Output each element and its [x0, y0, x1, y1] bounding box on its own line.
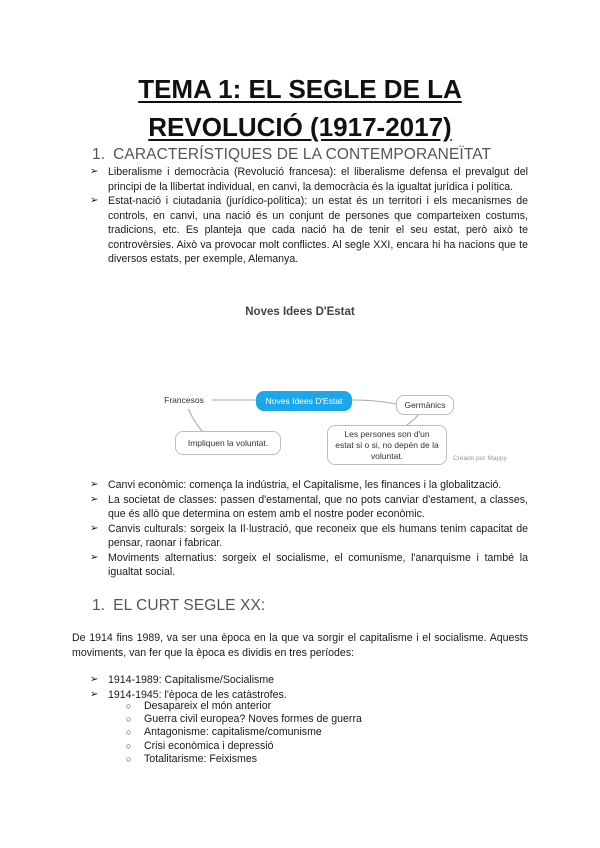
section-heading-2: 1. EL CURT SEGLE XX:	[92, 597, 266, 614]
mindmap-node-germanics: Germànics	[396, 395, 454, 415]
list-item: ➢ La societat de classes: passen d'estamental, que no pots canviar d'estament, a classes, que és allò que determina on estem amb el nostre poder econòmic.	[90, 493, 528, 520]
circle-bullet-icon: ○	[126, 714, 132, 725]
list-item: ➢ Canvi econòmic: comença la indústria, el Capitalisme, les finances i la globalització.	[90, 479, 502, 491]
circle-bullet-icon: ○	[126, 727, 132, 738]
list-item: ➢ 1914-1945: l'època de les catàstrofes.	[90, 688, 287, 701]
arrow-bullet-icon: ➢	[90, 522, 99, 534]
arrow-bullet-icon: ➢	[90, 166, 99, 177]
mindmap-node-impliquen: Impliquen la voluntat.	[175, 431, 281, 455]
paragraph: De 1914 fins 1989, va ser una època en la que va sorgir el capitalisme i el socialisme. Aquests moviments, van fer que la època es dividis en tres períodes:	[72, 632, 528, 659]
bullet-list-2	[90, 478, 528, 580]
circle-bullet-icon: ○	[126, 740, 132, 751]
arrow-bullet-icon: ➢	[90, 674, 99, 685]
mindmap-node-francesos: Francesos	[156, 391, 212, 409]
circle-bullet-icon: ○	[126, 701, 132, 711]
list-item: ○ Totalitarisme: Feixismes	[126, 752, 258, 765]
list-item: ➢ Liberalisme i democràcia (Revolució francesa): el liberalisme defensa el prevalgut del principi de la llibertat individual, en canvi, la democràcia és la igualtat jurídica i política.	[90, 166, 528, 193]
arrow-bullet-icon: ➢	[90, 493, 99, 505]
list-item: ➢ Moviments alternatius: sorgeix el socialisme, el comunisme, l'anarquisme i també la igualtat social.	[90, 551, 528, 578]
list-item: ○ Desapareix el món anterior	[126, 700, 272, 712]
list-item: ○ Crisi econòmica i depressió	[126, 739, 274, 752]
arrow-bullet-icon: ➢	[90, 195, 99, 206]
list-item: ➢ Canvis culturals: sorgeix la Il·lustració, que reconeix que els humans tenim capacitat de pensar, raonar i fabricar.	[90, 522, 528, 549]
list-item: ○ Antagonisme: capitalisme/comunisme	[126, 726, 322, 739]
sub-bullet-list	[126, 700, 362, 766]
arrow-bullet-icon: ➢	[90, 479, 99, 490]
page-title: TEMA 1: EL SEGLE DE LA REVOLUCIÓ (1917-2017)	[138, 74, 462, 142]
mindmap-credit: Creado por Mappy	[453, 455, 507, 462]
bullet-list-3	[90, 673, 528, 702]
mindmap-title: Noves Idees D'Estat	[245, 306, 355, 318]
mindmap-node-persones: Les persones son d'un estat si o si, no depén de la voluntat.	[327, 425, 447, 465]
section-heading-1: 1. CARACTERÍSTIQUES DE LA CONTEMPORANEÏTAT	[92, 146, 492, 163]
list-item: ➢ 1914-1989: Capitalisme/Socialisme	[90, 674, 275, 686]
arrow-bullet-icon: ➢	[90, 551, 99, 563]
mindmap-center-node: Noves Idees D'Estat	[256, 391, 352, 411]
circle-bullet-icon: ○	[126, 753, 132, 764]
list-item: ➢ Estat-nació i ciutadania (jurídico-política): un estat és un territori i els mecanismes de controls, en canvi, una nació és un conjunt de persones que comparteixen costums, tradicions, etc. Es planteja que cada nació ha de tenir el seu estat, però això te controvèrsies. Això va provocar molt conflictes. Al segle XXI, encara hi ha nacions que te diversos estats, per exemple, Alemanya.	[90, 195, 528, 265]
arrow-bullet-icon: ➢	[90, 688, 99, 700]
list-item: ○ Guerra civil europea? Noves formes de guerra	[126, 713, 362, 726]
